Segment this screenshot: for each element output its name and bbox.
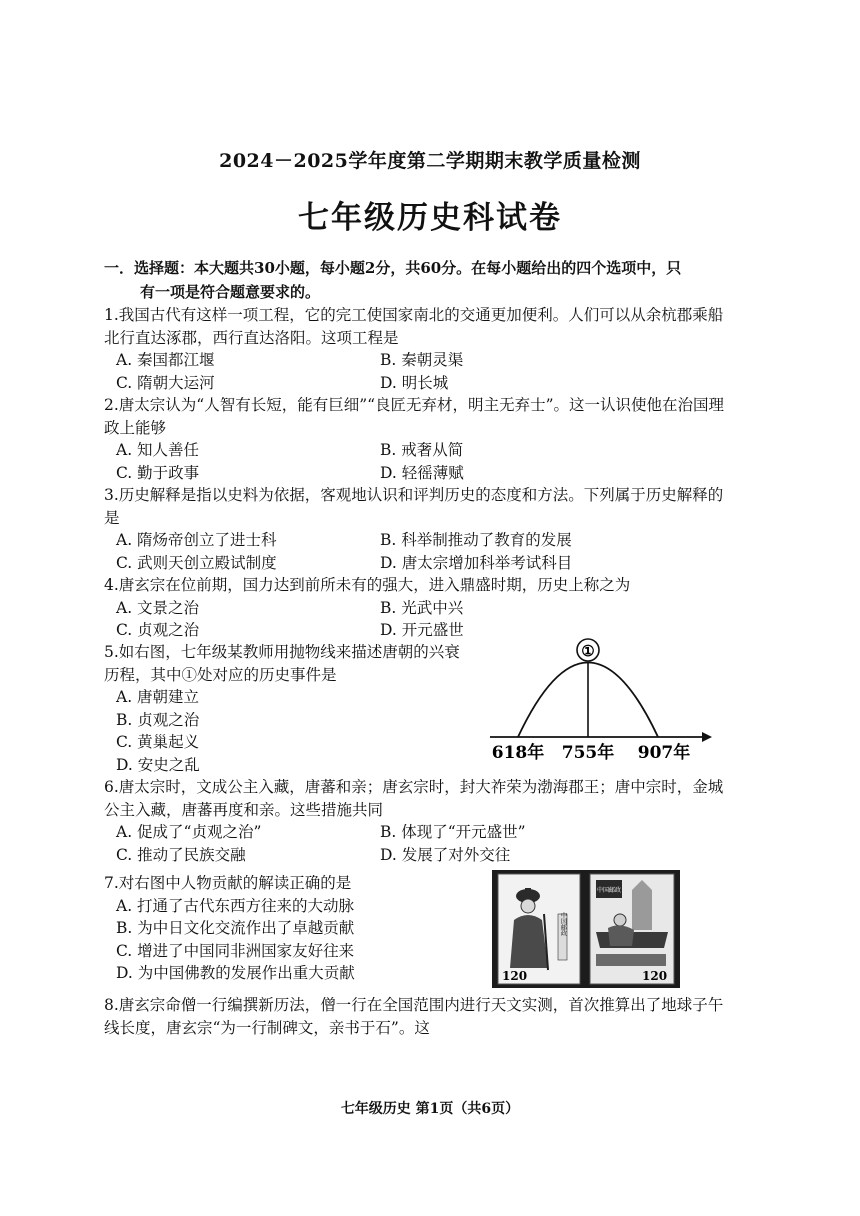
section-instructions-line2: 有一项是符合题意要求的。 bbox=[140, 283, 321, 301]
question-1 bbox=[104, 304, 724, 394]
option-list bbox=[116, 895, 476, 985]
option-b: B. 戒奢从简 bbox=[380, 441, 464, 459]
monk-head bbox=[521, 899, 535, 913]
option-c: C. 推动了民族交融 bbox=[116, 845, 246, 864]
axis-label-start: 618年 bbox=[491, 743, 545, 763]
option-b: B. 为中日文化交流作出了卓越贡献 bbox=[116, 919, 355, 937]
option-list bbox=[116, 529, 724, 574]
stamp-right-caption: 中国邮政 bbox=[596, 887, 622, 894]
question-stem: 1.我国古代有这样一项工程，它的完工使国家南北的交通更加便利。人们可以从余杭郡乘船北行直达涿郡，西行直达洛阳。这项工程是 bbox=[104, 306, 724, 347]
question-7 bbox=[104, 872, 476, 985]
question-3 bbox=[104, 484, 724, 574]
option-c: C. 隋朝大运河 bbox=[116, 373, 215, 392]
jianzhen-stamps-image bbox=[492, 870, 680, 988]
option-a: A. 促成了“贞观之治” bbox=[116, 823, 262, 841]
option-d: D. 为中国佛教的发展作出重大贡献 bbox=[116, 964, 355, 982]
question-stem: 2.唐太宗认为“人智有长短，能有巨细”“良匠无弃材，明主无弃士”。这一认识使他在治国理政上能够 bbox=[104, 396, 724, 437]
option-b: B. 贞观之治 bbox=[116, 710, 200, 729]
option-c: C. 黄巢起义 bbox=[116, 733, 200, 751]
option-a: A. 文景之治 bbox=[116, 598, 200, 617]
option-a: A. 秦国都江堰 bbox=[116, 351, 215, 369]
question-4 bbox=[104, 574, 724, 642]
question-5 bbox=[104, 641, 476, 776]
option-a: A. 知人善任 bbox=[116, 441, 200, 459]
question-8 bbox=[104, 994, 724, 1039]
peak-label: ① bbox=[581, 642, 595, 660]
option-c: C. 增进了中国同非洲国家友好往来 bbox=[116, 941, 355, 960]
option-a: A. 唐朝建立 bbox=[116, 688, 200, 706]
question-stem: 8.唐玄宗命僧一行编撰新历法，僧一行在全国范围内进行天文实测，首次推算出了地球子午线长度，唐玄宗“为一行制碑文，亲书于石”。这 bbox=[104, 996, 724, 1037]
stamp-right-value: 120 bbox=[642, 969, 668, 983]
question-stem: 5.如右图，七年级某教师用抛物线来描述唐朝的兴衰历程，其中①处对应的历史事件是 bbox=[104, 643, 460, 684]
option-c: C. 勤于政事 bbox=[116, 463, 200, 482]
option-list bbox=[116, 349, 724, 394]
option-a: A. 打通了古代东西方往来的大动脉 bbox=[116, 896, 355, 915]
stamp-left-value: 120 bbox=[502, 969, 528, 983]
option-list bbox=[116, 686, 476, 776]
option-d: D. 安史之乱 bbox=[116, 755, 200, 774]
axis-label-peak: 755年 bbox=[561, 743, 615, 763]
question-stem: 4.唐玄宗在位前期，国力达到前所未有的强大，进入鼎盛时期，历史上称之为 bbox=[104, 576, 631, 594]
exam-header-title: 2024－2025学年度第二学期期末教学质量检测 bbox=[219, 150, 641, 172]
option-c: C. 贞观之治 bbox=[116, 621, 200, 639]
exam-subject-title: 七年级历史科试卷 bbox=[298, 200, 562, 236]
option-d: D. 开元盛世 bbox=[380, 621, 464, 639]
option-d: D. 轻徭薄赋 bbox=[380, 463, 464, 482]
axis-label-end: 907年 bbox=[637, 743, 691, 763]
option-list bbox=[116, 439, 724, 484]
option-d: D. 唐太宗增加科举考试科目 bbox=[380, 553, 573, 572]
section-instructions bbox=[104, 256, 724, 304]
axis-arrow-icon bbox=[702, 732, 712, 742]
option-c: C. 武则天创立殿试制度 bbox=[116, 553, 277, 572]
question-2 bbox=[104, 394, 724, 484]
option-b: B. 体现了“开元盛世” bbox=[380, 823, 526, 841]
question-stem: 6.唐太宗时，文成公主入藏，唐蕃和亲；唐玄宗时，封大祚荣为渤海郡王；唐中宗时，金城公主入藏，唐蕃再度和亲。这些措施共同 bbox=[104, 778, 724, 819]
option-b: B. 科举制推动了教育的发展 bbox=[380, 531, 572, 549]
question-stem: 7.对右图中人物贡献的解读正确的是 bbox=[104, 874, 352, 892]
monk-robe bbox=[510, 915, 548, 968]
pagoda-shape bbox=[632, 880, 652, 930]
question-6 bbox=[104, 776, 724, 866]
question-stem: 3.历史解释是指以史料为依据，客观地认识和评判历史的态度和方法。下列属于历史解释的是 bbox=[104, 486, 724, 527]
option-a: A. 隋炀帝创立了进士科 bbox=[116, 531, 277, 549]
option-d: D. 明长城 bbox=[380, 373, 449, 392]
stamp-left-caption: 中国邮政 bbox=[559, 912, 567, 936]
section-instructions-line1: 一．选择题：本大题共30小题，每小题2分，共60分。在每小题给出的四个选项中，只 bbox=[104, 259, 682, 277]
option-list bbox=[116, 821, 724, 866]
option-b: B. 秦朝灵渠 bbox=[380, 351, 464, 369]
option-b: B. 光武中兴 bbox=[380, 598, 464, 617]
page-footer: 七年级历史 第1页（共6页） bbox=[340, 1101, 520, 1117]
tang-dynasty-parabola-figure bbox=[480, 634, 720, 768]
option-d: D. 发展了对外交往 bbox=[380, 845, 511, 864]
